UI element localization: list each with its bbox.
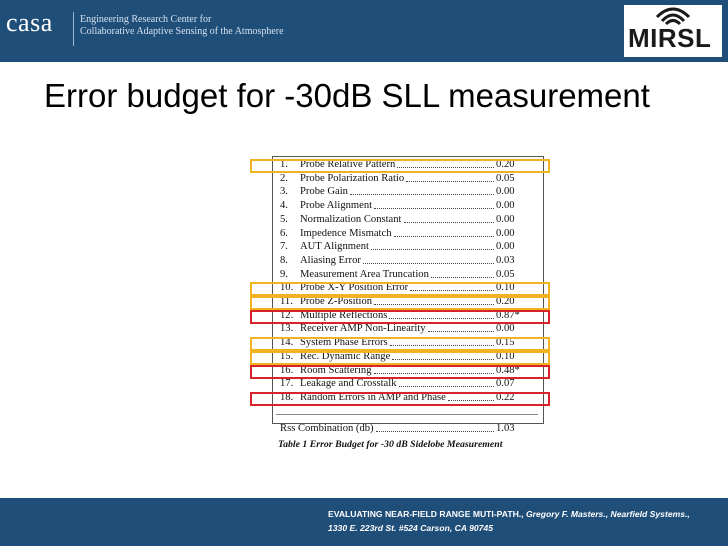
mirsl-logo	[624, 5, 722, 57]
highlight-box-orange	[250, 351, 550, 365]
table-row	[276, 185, 538, 199]
table-row	[276, 213, 538, 227]
table-row	[276, 377, 538, 391]
table-row	[276, 268, 538, 282]
row-leader-dots	[406, 181, 494, 182]
row-label: Room Scattering	[300, 364, 372, 376]
highlight-box-orange	[250, 282, 550, 296]
mirsl-logo-text: MIRSL	[628, 23, 712, 53]
footer-line1	[328, 507, 690, 521]
row-label: Probe Gain	[300, 186, 348, 198]
rss-separator	[276, 414, 538, 415]
row-number: 1.	[280, 159, 288, 170]
rss-dots	[376, 431, 494, 432]
row-number: 10.	[280, 282, 294, 294]
casa-subtitle-line1: Engineering Research Center for	[80, 14, 212, 25]
row-number: 4.	[280, 200, 288, 212]
row-value: 0.15	[496, 337, 515, 349]
row-label: Measurement Area Truncation	[300, 268, 429, 280]
row-label: AUT Alignment	[300, 241, 369, 253]
table-row	[276, 240, 538, 254]
highlight-box-red	[250, 365, 550, 379]
row-leader-dots	[394, 236, 494, 237]
row-leader-dots	[363, 263, 494, 264]
table-row	[276, 322, 538, 336]
row-number: 2.	[280, 172, 288, 184]
row-value: 0.87*	[496, 309, 520, 321]
row-value: 0.05	[496, 172, 515, 184]
row-leader-dots	[428, 331, 494, 332]
row-value: 0.10	[496, 282, 515, 294]
row-label: Receiver AMP Non-Linearity	[300, 323, 426, 335]
row-number: 7.	[280, 241, 288, 253]
row-value: 0.07	[496, 378, 515, 390]
row-value: 0.22	[496, 391, 515, 403]
row-label: Normalization Constant	[300, 213, 402, 225]
page-title: Error budget for -30dB SLL measurement	[44, 77, 650, 114]
row-value: 0.00	[496, 200, 515, 212]
row-value: 0.20	[496, 159, 515, 170]
rss-row	[276, 422, 538, 436]
row-leader-dots	[431, 277, 494, 278]
row-label: Aliasing Error	[300, 254, 361, 266]
row-leader-dots	[374, 208, 494, 209]
row-value: 0.48*	[496, 364, 520, 376]
row-label: Probe Z-Position	[300, 296, 373, 307]
row-value: 0.00	[496, 323, 515, 335]
footer-address: 1330 E. 223rd St. #524 Carson, CA 90745	[328, 523, 493, 533]
casa-subtitle-line2: Collaborative Adaptive Sensing of the Atmosphere	[80, 26, 284, 37]
row-value: 0.00	[496, 213, 515, 225]
table-caption: Table 1 Error Budget for -30 dB Sidelobe Measurement	[278, 439, 503, 450]
rss-label: Rss Combination (db)	[280, 423, 374, 434]
row-label: Probe Polarization Ratio	[300, 172, 405, 184]
row-number: 3.	[280, 186, 288, 198]
row-leader-dots	[371, 249, 494, 250]
row-number: 13.	[280, 323, 294, 335]
row-number: 11.	[280, 296, 293, 307]
row-leader-dots	[350, 194, 494, 195]
error-budget-table	[272, 156, 544, 450]
row-value: 0.05	[496, 268, 515, 280]
highlight-box-red	[250, 310, 550, 324]
row-number: 6.	[280, 227, 288, 239]
row-label: Leakage and Crosstalk	[300, 378, 397, 390]
row-label: Multiple Reflections	[300, 309, 388, 321]
casa-logo: casa	[6, 8, 53, 37]
row-leader-dots	[399, 386, 494, 387]
highlight-box-orange	[250, 159, 550, 173]
row-number: 15.	[280, 350, 294, 362]
row-value: 0.03	[496, 254, 515, 266]
row-number: 12.	[280, 309, 294, 321]
row-value: 0.00	[496, 186, 515, 198]
highlight-box-orange	[250, 337, 550, 351]
row-label: Rec. Dynamic Range	[300, 350, 391, 362]
footer-citation	[328, 507, 690, 535]
footer-paper-title: EVALUATING NEAR-FIELD RANGE MUTI-PATH.,	[328, 509, 524, 519]
row-label: Probe Relative Pattern	[300, 159, 396, 170]
row-value: 0.00	[496, 227, 515, 239]
row-number: 8.	[280, 254, 288, 266]
row-number: 14.	[280, 337, 294, 349]
logo-divider	[73, 12, 74, 46]
table-row	[276, 199, 538, 213]
table-row	[276, 227, 538, 241]
row-number: 18.	[280, 391, 294, 403]
row-number: 16.	[280, 364, 294, 376]
row-number: 5.	[280, 213, 288, 225]
highlight-box-orange	[250, 296, 550, 310]
highlight-box-red	[250, 392, 550, 406]
row-number: 17.	[280, 378, 294, 390]
row-label: Probe Alignment	[300, 200, 373, 212]
row-value: 0.20	[496, 296, 515, 307]
row-value: 0.00	[496, 241, 515, 253]
row-leader-dots	[404, 222, 494, 223]
row-value: 0.10	[496, 350, 515, 362]
row-number: 9.	[280, 268, 288, 280]
table-row	[276, 254, 538, 268]
row-label: Impedence Mismatch	[300, 227, 392, 239]
table-row	[276, 172, 538, 186]
row-label: System Phase Errors	[300, 337, 388, 349]
footer-author: Gregory F. Masters., Nearfield Systems.,	[525, 509, 690, 519]
row-label: Probe X-Y Position Error	[300, 282, 409, 294]
rss-value: 1.03	[496, 423, 515, 434]
row-label: Random Errors in AMP and Phase	[300, 391, 446, 403]
header-bar	[0, 0, 728, 62]
casa-subtitle	[80, 14, 284, 38]
